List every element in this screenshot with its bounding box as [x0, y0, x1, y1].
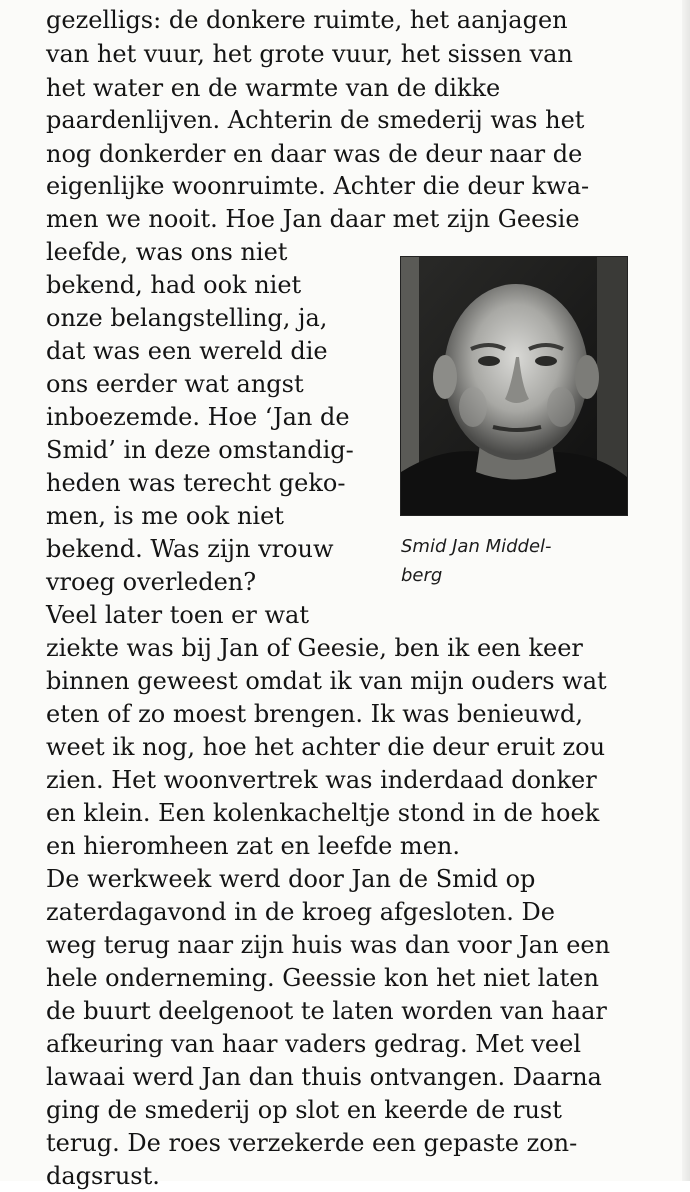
portrait-image — [401, 257, 627, 515]
text-line: leefde, was ons niet — [46, 238, 288, 266]
photo-caption-line: Smid Jan Middel- — [401, 536, 552, 557]
text-line: gezelligs: de donkere ruimte, het aanjagen — [46, 6, 568, 34]
text-line: dat was een wereld die — [46, 337, 328, 365]
text-line: paardenlijven. Achterin de smederij was het — [46, 106, 585, 134]
text-line: Smid’ in deze omstandig- — [46, 436, 354, 464]
text-line: vroeg overleden? — [46, 568, 257, 596]
text-line: de buurt deelgenoot te laten worden van haar — [46, 997, 607, 1025]
text-line: weg terug naar zijn huis was dan voor Jan een — [46, 931, 611, 959]
text-line: men we nooit. Hoe Jan daar met zijn Geesie — [46, 205, 580, 233]
text-line: onze belangstelling, ja, — [46, 304, 328, 332]
text-line: en hieromheen zat en leefde men. — [46, 832, 460, 860]
text-line: ons eerder wat angst — [46, 370, 304, 398]
text-line: van het vuur, het grote vuur, het sissen van — [46, 40, 573, 68]
text-line: het water en de warmte van de dikke — [46, 74, 501, 102]
text-line: en klein. Een kolenkacheltje stond in de hoek — [46, 799, 600, 827]
text-line: eten of zo moest brengen. Ik was benieuwd, — [46, 700, 583, 728]
text-line: De werkweek werd door Jan de Smid op — [46, 865, 536, 893]
text-line: zien. Het woonvertrek was inderdaad donker — [46, 766, 597, 794]
page-edge-shadow — [682, 0, 690, 1181]
text-line: eigenlijke woonruimte. Achter die deur kwa- — [46, 172, 590, 200]
text-line: zaterdagavond in de kroeg afgesloten. De — [46, 898, 555, 926]
text-line: lawaai werd Jan dan thuis ontvangen. Daarna — [46, 1063, 602, 1091]
text-line: bekend, had ook niet — [46, 271, 302, 299]
text-line: weet ik nog, hoe het achter die deur eruit zou — [46, 733, 606, 761]
text-line: hele onderneming. Geessie kon het niet laten — [46, 964, 599, 992]
text-line: terug. De roes verzekerde een gepaste zon- — [46, 1129, 578, 1157]
portrait-photo — [400, 256, 628, 516]
text-line: Veel later toen er wat — [46, 601, 309, 629]
text-line: men, is me ook niet — [46, 502, 284, 530]
text-line: afkeuring van haar vaders gedrag. Met veel — [46, 1030, 581, 1058]
text-line: bekend. Was zijn vrouw — [46, 535, 334, 563]
text-line: heden was terecht geko- — [46, 469, 346, 497]
text-line: binnen geweest omdat ik van mijn ouders wat — [46, 667, 607, 695]
text-line: nog donkerder en daar was de deur naar de — [46, 140, 583, 168]
text-line: dagsrust. — [46, 1162, 160, 1190]
photo-caption-line: berg — [401, 565, 443, 586]
text-line: ziekte was bij Jan of Geesie, ben ik een keer — [46, 634, 583, 662]
text-line: inboezemde. Hoe ‘Jan de — [46, 403, 350, 431]
text-line: ging de smederij op slot en keerde de rust — [46, 1096, 562, 1124]
